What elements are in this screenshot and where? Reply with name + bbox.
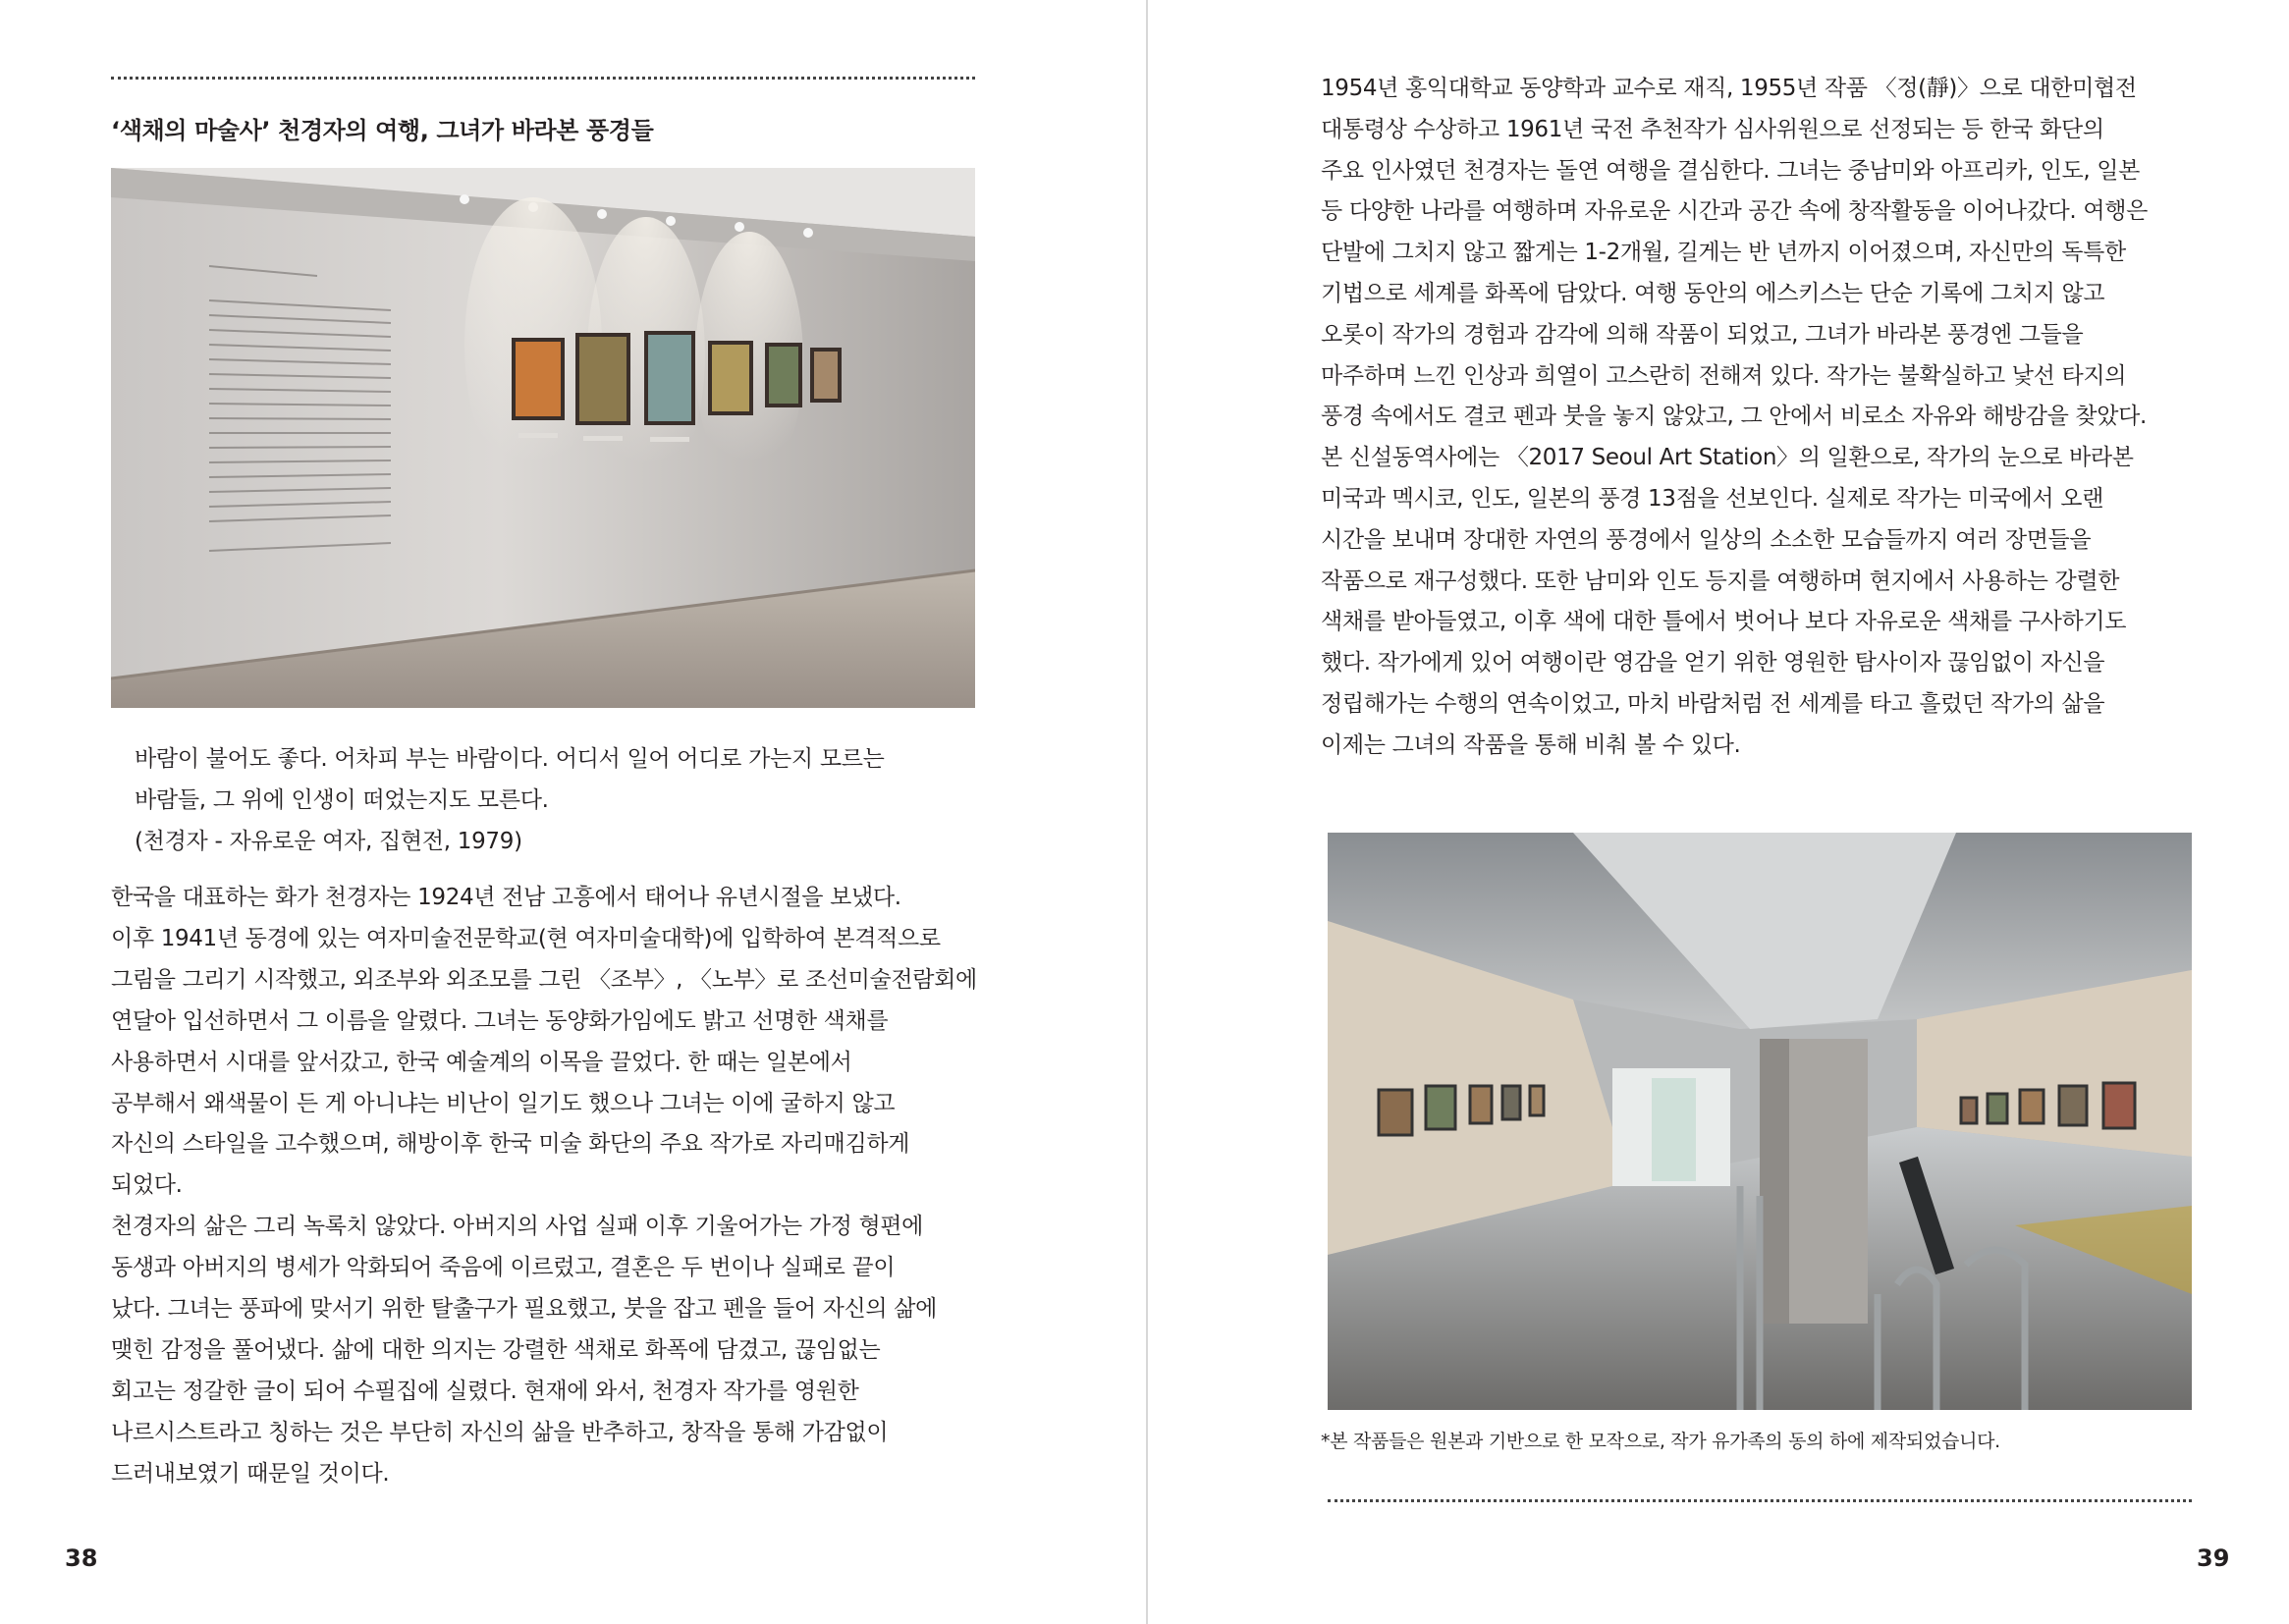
body-line: 오롯이 작가의 경험과 감각에 의해 작품이 되었고, 그녀가 바라본 풍경엔 그들을 [1321,321,2084,348]
page-number-left: 38 [65,1544,98,1572]
body-line: 정립해가는 수행의 연속이었고, 마치 바람처럼 전 세계를 타고 흘렀던 작가의 삶을 [1321,690,2105,717]
station-corridor-photo [1328,833,2192,1410]
body-line: 동생과 아버지의 병세가 악화되어 죽음에 이르렀고, 결혼은 두 번이나 실패로 끝이 [111,1255,896,1281]
body-line: 했다. 작가에게 있어 여행이란 영감을 얻기 위한 영원한 탐사이자 끊임없이 자신을 [1321,650,2105,677]
body-line: 색채를 받아들였고, 이후 색에 대한 틀에서 벗어나 보다 자유로운 색채를 구사하기도 [1321,609,2127,635]
quote-line: 바람이 불어도 좋다. 어차피 부는 바람이다. 어디서 일어 어디로 가는지 모르는 [135,746,885,772]
top-dotted-rule [111,77,975,80]
body-line: 났다. 그녀는 풍파에 맞서기 위한 탈출구가 필요했고, 붓을 잡고 펜을 들어 자신의 삶에 [111,1296,937,1323]
bottom-dotted-rule [1328,1499,2192,1502]
body-line: 기법으로 세계를 화폭에 담았다. 여행 동안의 에스키스는 단순 기록에 그치지 않고 [1321,280,2105,306]
left-body-text [111,878,975,1495]
body-line: 사용하면서 시대를 앞서갔고, 한국 예술계의 이목을 끌었다. 한 때는 일본에서 [111,1049,852,1075]
body-line: 이후 1941년 동경에 있는 여자미술전문학교(현 여자미술대학)에 입학하여 본격적으로 [111,925,941,951]
body-line: 시간을 보내며 장대한 자연의 풍경에서 일상의 소소한 모습들까지 여러 장면들을 [1321,526,2092,553]
body-line: 천경자의 삶은 그리 녹록치 않았다. 아버지의 사업 실패 이후 기울어가는 가정 형편에 [111,1214,924,1240]
body-line: 작품으로 재구성했다. 또한 남미와 인도 등지를 여행하며 현지에서 사용하는 강렬한 [1321,568,2120,594]
page-number-right: 39 [2197,1544,2230,1572]
section-heading: ‘색채의 마술사’ 천경자의 여행, 그녀가 바라본 풍경들 [111,117,654,144]
body-line: 단발에 그치지 않고 짧게는 1-2개월, 길게는 반 년까지 이어졌으며, 자신만의 독특한 [1321,240,2126,266]
body-line: 풍경 속에서도 결코 펜과 붓을 놓지 않았고, 그 안에서 비로소 자유와 해방감을 찾았다. [1321,404,2147,430]
body-line: 공부해서 왜색물이 든 게 아니냐는 비난이 일기도 했으나 그녀는 이에 굴하지 않고 [111,1090,896,1116]
body-line: 대통령상 수상하고 1961년 국전 추천작가 심사위원으로 선정되는 등 한국 화단의 [1321,116,2104,142]
body-line: 자신의 스타일을 고수했으며, 해방이후 한국 미술 화단의 주요 작가로 자리매김하게 [111,1131,910,1158]
quote-source: (천경자 - 자유로운 여자, 집현전, 1979) [135,829,522,854]
body-line: 되었다. [111,1172,183,1199]
body-line: 맺힌 감정을 풀어냈다. 삶에 대한 의지는 강렬한 색채로 화폭에 담겼고, 끊임없는 [111,1336,881,1363]
gallery-wall-photo [111,168,975,708]
quote-block [135,738,979,862]
body-line: 1954년 홍익대학교 동양학과 교수로 재직, 1955년 작품 〈정(靜)〉으로 대한미협전 [1321,76,2137,101]
body-line: 그림을 그리기 시작했고, 외조부와 외조모를 그린 〈조부〉, 〈노부〉로 조선미술전람회에 [111,966,977,993]
body-line: 본 신설동역사에는 〈2017 Seoul Art Station〉의 일환으로, 작가의 눈으로 바라본 [1321,445,2134,471]
body-line: 연달아 입선하면서 그 이름을 알렸다. 그녀는 동양화가임에도 밝고 선명한 색채를 [111,1007,889,1034]
body-line: 회고는 정갈한 글이 되어 수필집에 실렸다. 현재에 와서, 천경자 작가를 영원한 [111,1378,859,1404]
body-line: 한국을 대표하는 화가 천경자는 1924년 전남 고흥에서 태어나 유년시절을 보냈다. [111,885,901,910]
body-line: 주요 인사였던 천경자는 돌연 여행을 결심한다. 그녀는 중남미와 아프리카, 인도, 일본 [1321,157,2141,184]
body-line: 등 다양한 나라를 여행하며 자유로운 시간과 공간 속에 창작활동을 이어나갔다. 여행은 [1321,198,2148,225]
right-body-text [1321,69,2185,767]
quote-line: 바람들, 그 위에 인생이 떠었는지도 모른다. [135,787,549,813]
body-line: 드러내보였기 때문일 것이다. [111,1460,390,1487]
body-line: 나르시스트라고 칭하는 것은 부단히 자신의 삶을 반추하고, 창작을 통해 가감없이 [111,1419,889,1445]
photo-caption: *본 작품들은 원본과 기반으로 한 모작으로, 작가 유가족의 동의 하에 제작되었습니다. [1321,1431,2000,1452]
body-line: 마주하며 느낀 인상과 희열이 고스란히 전해져 있다. 작가는 불확실하고 낯선 타지의 [1321,362,2127,389]
body-line: 이제는 그녀의 작품을 통해 비춰 볼 수 있다. [1321,731,1741,758]
body-line: 미국과 멕시코, 인도, 일본의 풍경 13점을 선보인다. 실제로 작가는 미국에서 오랜 [1321,485,2103,512]
